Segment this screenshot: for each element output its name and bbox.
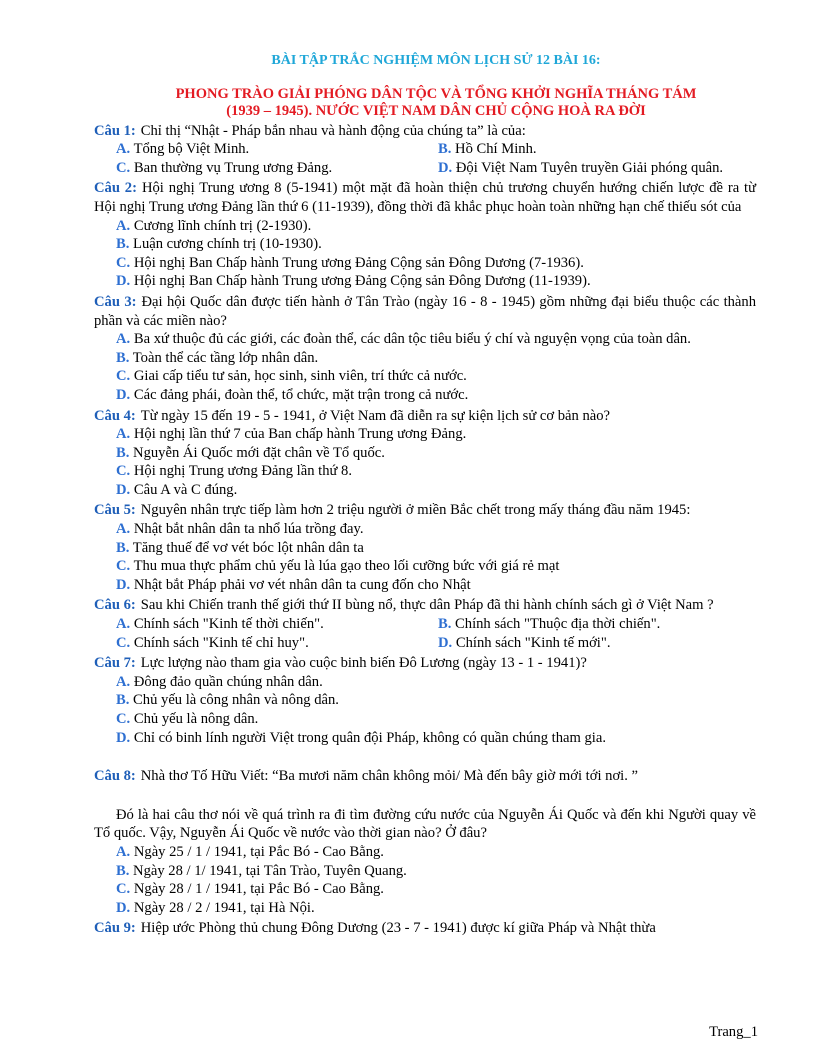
question-7 bbox=[94, 654, 756, 673]
option-a[interactable]: A. Tổng bộ Việt Minh. bbox=[116, 141, 250, 158]
option-d[interactable]: D. Câu A và C đúng. bbox=[116, 481, 238, 498]
option-d[interactable]: D. Đội Việt Nam Tuyên truyền Giải phóng quân. bbox=[438, 159, 724, 176]
question-number: Câu 6: bbox=[94, 597, 136, 614]
question-4 bbox=[94, 407, 756, 426]
option-c[interactable]: C. Giai cấp tiểu tư sản, học sinh, sinh viên, trí thức cả nước. bbox=[116, 368, 467, 385]
option-c[interactable]: C. Chính sách "Kinh tế chỉ huy". bbox=[116, 634, 309, 651]
option-a[interactable]: A. Đông đảo quần chúng nhân dân. bbox=[116, 673, 323, 690]
option-c[interactable]: C. Ngày 28 / 1 / 1941, tại Pắc Bó - Cao Bằng. bbox=[116, 881, 384, 898]
option-a[interactable]: A. Chính sách "Kinh tế thời chiến". bbox=[116, 616, 324, 633]
question-8-options bbox=[94, 843, 756, 917]
option-d[interactable]: D. Hội nghị Ban Chấp hành Trung ương Đảng Cộng sản Đông Dương (11-1939). bbox=[116, 273, 591, 290]
question-number: Câu 7: bbox=[94, 655, 136, 672]
question-5-options bbox=[94, 520, 756, 594]
document-title: BÀI TẬP TRẮC NGHIỆM MÔN LỊCH SỬ 12 BÀI 16: bbox=[271, 53, 601, 68]
option-c[interactable]: C. Thu mua thực phẩm chủ yếu là lúa gạo theo lối cưỡng bức với giá rẻ mạt bbox=[116, 558, 560, 575]
option-a[interactable]: A. Ba xứ thuộc đủ các giới, các đoàn thể, các dân tộc tiêu biểu ý chí và nguyện vọng của toàn dân. bbox=[116, 331, 691, 348]
option-b[interactable]: B. Toàn thể các tầng lớp nhân dân. bbox=[116, 349, 319, 366]
option-b[interactable]: B. Nguyễn Ái Quốc mới đặt chân về Tổ quốc. bbox=[116, 444, 385, 461]
option-a[interactable]: A. Cương lĩnh chính trị (2-1930). bbox=[116, 217, 312, 234]
question-text: Nhà thơ Tố Hữu Viết: “Ba mươi năm chân không mỏi/ Mà đến bây giờ mới tới nơi. ” bbox=[140, 768, 639, 785]
question-8-paragraph: Đó là hai câu thơ nói về quá trình ra đi tìm đường cứu nước của Nguyễn Ái Quốc và đến khi Người quay về Tổ quốc. Vậy, Nguyễn Ái Quốc về nước vào thời gian nào? Ở đâu? bbox=[94, 806, 756, 842]
option-d[interactable]: D. Các đảng phái, đoàn thể, tổ chức, mặt trận trong cả nước. bbox=[116, 386, 469, 403]
question-5 bbox=[94, 501, 756, 520]
option-b[interactable]: B. Hồ Chí Minh. bbox=[438, 141, 537, 158]
spacer bbox=[94, 786, 756, 804]
option-b[interactable]: B. Chủ yếu là công nhân và nông dân. bbox=[116, 692, 339, 709]
question-text: Đại hội Quốc dân được tiến hành ở Tân Trào (ngày 16 - 8 - 1945) gồm những đại biểu thuộc các thành phần và các miền nào? bbox=[94, 293, 756, 329]
option-c[interactable]: C. Hội nghị Ban Chấp hành Trung ương Đảng Cộng sản Đông Dương (7-1936). bbox=[116, 254, 584, 271]
question-4-options bbox=[94, 425, 756, 499]
document-subtitle-line1: PHONG TRÀO GIẢI PHÓNG DÂN TỘC VÀ TỔNG KHỞI NGHĨA THÁNG TÁM bbox=[175, 85, 697, 102]
question-number: Câu 8: bbox=[94, 768, 136, 785]
question-6 bbox=[94, 596, 756, 615]
question-number: Câu 5: bbox=[94, 502, 136, 519]
question-9 bbox=[94, 919, 756, 938]
question-text: Lực lượng nào tham gia vào cuộc binh biến Đô Lương (ngày 13 - 1 - 1941)? bbox=[140, 655, 587, 672]
option-b[interactable]: B. Tăng thuế để vơ vét bóc lột nhân dân ta bbox=[116, 539, 364, 556]
question-text: Hội nghị Trung ương 8 (5-1941) một mặt đã hoàn thiện chủ trương chuyển hướng chiến lược đề ra từ Hội nghị Trung ương Đảng lần thứ 6 (11-1939), đồng thời đã khắc phục hoàn toàn những hạn chế thiếu sót của bbox=[94, 180, 756, 215]
option-a[interactable]: A. Hội nghị lần thứ 7 của Ban chấp hành Trung ương Đảng. bbox=[116, 426, 467, 443]
option-a[interactable]: A. Nhật bắt nhân dân ta nhổ lúa trồng đay. bbox=[116, 521, 364, 538]
question-3-options bbox=[94, 330, 756, 404]
question-text: Hiệp ước Phòng thủ chung Đông Dương (23 - 7 - 1941) được kí giữa Pháp và Nhật thừa bbox=[140, 920, 656, 937]
question-3 bbox=[94, 293, 756, 330]
option-d[interactable]: D. Ngày 28 / 2 / 1941, tại Hà Nội. bbox=[116, 899, 315, 916]
question-1-options bbox=[94, 140, 756, 177]
question-text: Nguyên nhân trực tiếp làm hơn 2 triệu người ở miền Bắc chết trong mấy tháng đầu năm 1945: bbox=[140, 502, 691, 519]
document-subtitle-line2: (1939 – 1945). NƯỚC VIỆT NAM DÂN CHỦ CỘNG HOÀ RA ĐỜI bbox=[226, 102, 646, 119]
question-list bbox=[94, 122, 756, 938]
option-c[interactable]: C. Hội nghị Trung ương Đảng lần thứ 8. bbox=[116, 463, 352, 480]
option-d[interactable]: D. Chỉ có binh lính người Việt trong quân đội Pháp, không có quần chúng tham gia. bbox=[116, 729, 606, 746]
option-c[interactable]: C. Chủ yếu là nông dân. bbox=[116, 711, 259, 727]
question-number: Câu 9: bbox=[94, 920, 136, 937]
spacer bbox=[94, 747, 756, 765]
question-7-options bbox=[94, 673, 756, 747]
question-2 bbox=[94, 179, 756, 216]
question-text: Từ ngày 15 đến 19 - 5 - 1941, ở Việt Nam đã diễn ra sự kiện lịch sử cơ bản nào? bbox=[140, 407, 610, 424]
question-text: Sau khi Chiến tranh thế giới thứ II bùng nổ, thực dân Pháp đã thi hành chính sách gì ở Việt Nam ? bbox=[140, 597, 714, 614]
option-d[interactable]: D. Nhật bắt Pháp phải vơ vét nhân dân ta cung đốn cho Nhật bbox=[116, 576, 471, 593]
question-1 bbox=[94, 122, 756, 141]
document-page bbox=[94, 52, 756, 938]
page-number: Trang_1 bbox=[709, 1024, 758, 1040]
question-6-options bbox=[94, 615, 756, 652]
question-8 bbox=[94, 767, 756, 786]
question-number: Câu 2: bbox=[94, 180, 137, 197]
question-text: Chỉ thị “Nhật - Pháp bắn nhau và hành động của chúng ta” là của: bbox=[140, 122, 526, 139]
option-d[interactable]: D. Chính sách "Kinh tế mới". bbox=[438, 634, 611, 651]
option-a[interactable]: A. Ngày 25 / 1 / 1941, tại Pắc Bó - Cao Bằng. bbox=[116, 843, 384, 860]
question-number: Câu 4: bbox=[94, 407, 136, 424]
option-b[interactable]: B. Luận cương chính trị (10-1930). bbox=[116, 236, 322, 253]
question-2-options bbox=[94, 217, 756, 291]
question-number: Câu 1: bbox=[94, 122, 136, 139]
option-b[interactable]: B. Ngày 28 / 1/ 1941, tại Tân Trào, Tuyên Quang. bbox=[116, 862, 407, 879]
option-b[interactable]: B. Chính sách "Thuộc địa thời chiến". bbox=[438, 616, 661, 633]
question-number: Câu 3: bbox=[94, 293, 137, 310]
option-c[interactable]: C. Ban thường vụ Trung ương Đảng. bbox=[116, 159, 333, 176]
